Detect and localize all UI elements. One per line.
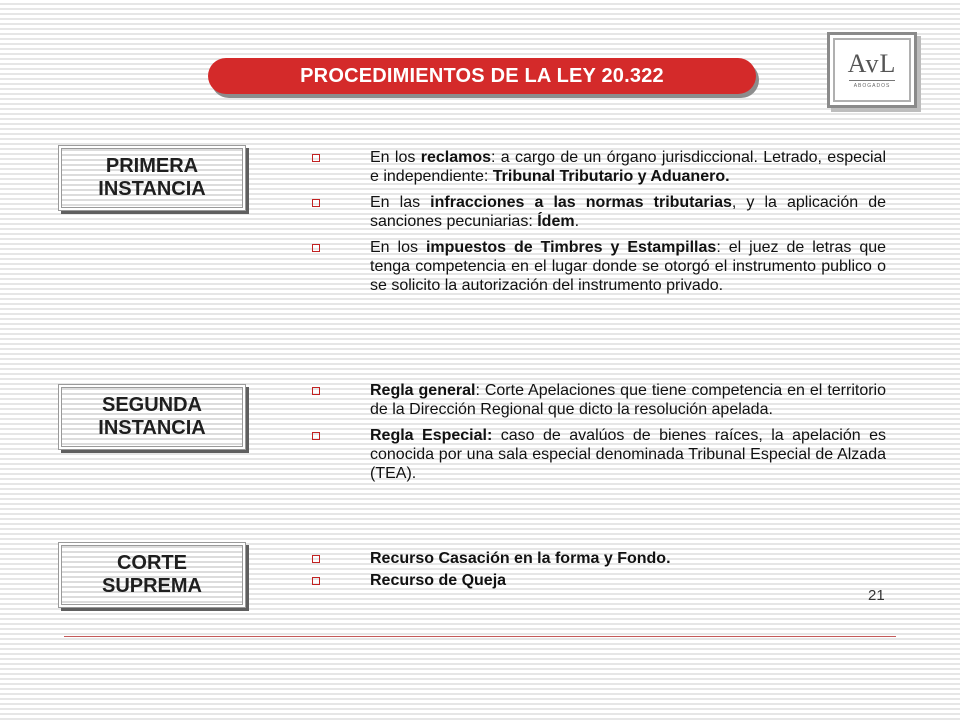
square-bullet-icon <box>312 154 320 162</box>
stage-segunda-instancia <box>58 384 246 450</box>
square-bullet-icon <box>312 387 320 395</box>
logo-text: AvL <box>847 49 897 78</box>
corte-suprema-list <box>306 549 886 597</box>
avl-logo <box>827 32 917 108</box>
list-item: Regla general: Corte Apelaciones que tiene competencia en el territorio de la Dirección Regional que dicto la resolución apelada. <box>306 381 886 419</box>
list-item: Recurso Casación en la forma y Fondo. <box>306 549 886 568</box>
square-bullet-icon <box>312 555 320 563</box>
segunda-instancia-list <box>306 381 886 490</box>
list-item: En los reclamos: a cargo de un órgano jurisdiccional. Letrado, especial e independiente: Tribunal Tributario y Aduanero. <box>306 148 886 186</box>
stage-corte-suprema <box>58 542 246 608</box>
list-item: Recurso de Queja <box>306 571 886 590</box>
stage-primera-instancia <box>58 145 246 211</box>
stage-label-line1: CORTE <box>116 552 187 574</box>
square-bullet-icon <box>312 432 320 440</box>
list-item: En las infracciones a las normas tributarias, y la aplicación de sanciones pecuniarias: Ídem. <box>306 193 886 231</box>
square-bullet-icon <box>312 199 320 207</box>
logo-divider <box>849 80 895 81</box>
primera-instancia-list <box>306 148 886 302</box>
logo-subtitle: ABOGADOS <box>853 83 891 89</box>
slide-title: PROCEDIMIENTOS DE LA LEY 20.322 <box>208 58 756 94</box>
stage-label-line2: SUPREMA <box>101 575 202 597</box>
page-number: 21 <box>868 587 885 604</box>
square-bullet-icon <box>312 577 320 585</box>
stage-label-line1: PRIMERA <box>105 155 199 177</box>
footer-divider <box>64 636 896 637</box>
stage-label-line2: INSTANCIA <box>98 417 206 439</box>
square-bullet-icon <box>312 244 320 252</box>
list-item: En los impuestos de Timbres y Estampillas: el juez de letras que tenga competencia en el lugar donde se otorgó el instrumento publico o se solicito la autorización del instrumento privado. <box>306 238 886 295</box>
stage-label-line1: SEGUNDA <box>101 394 202 416</box>
stage-label-line2: INSTANCIA <box>98 178 206 200</box>
list-item: Regla Especial: caso de avalúos de bienes raíces, la apelación es conocida por una sala especial denominada Tribunal Especial de Alzada (TEA). <box>306 426 886 483</box>
